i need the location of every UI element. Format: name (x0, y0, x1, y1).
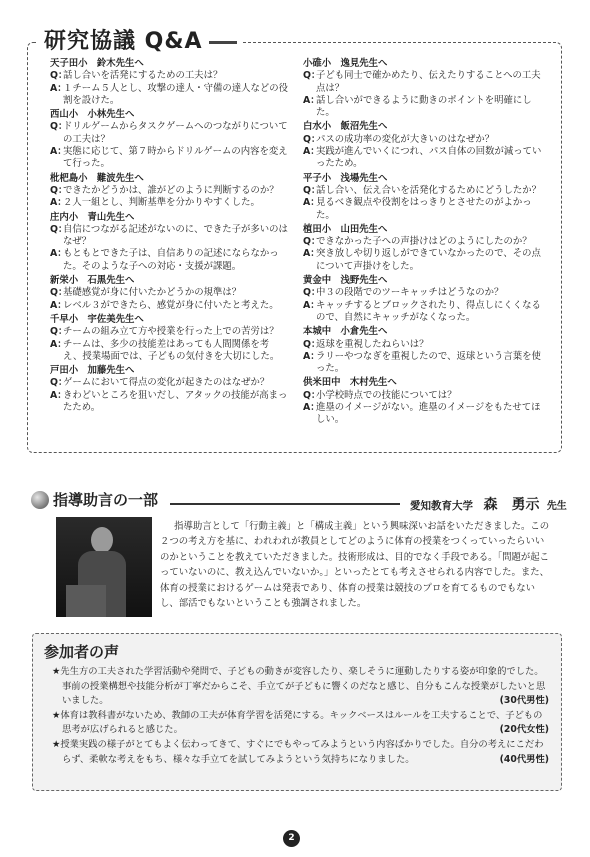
qa-column-right (303, 58, 543, 429)
qa-answer (50, 339, 288, 364)
voice-attribution: (30代男性) (499, 695, 549, 707)
qa-answer-label: A： (303, 94, 320, 106)
qa-school: 植田小 山田先生へ (303, 223, 388, 235)
qa-answer (50, 390, 288, 415)
qa-school: 天子田小 鈴木先生へ (50, 58, 144, 69)
qa-answer-label: A： (50, 197, 67, 209)
qa-title: 研究協議 Q&A (38, 28, 243, 56)
qa-school: 供米田中 木村先生へ (303, 377, 397, 389)
qa-answer-text: 突き放しや切り返しができていなかったので、その点について声掛けをした。 (316, 248, 541, 272)
qa-question (303, 339, 543, 351)
qa-answer-text: 話し合いができるように動きのポイントを明確にした。 (316, 94, 532, 119)
qa-item (50, 365, 288, 414)
qa-question-label: Q： (50, 223, 68, 235)
qa-school: 庄内小 青山先生へ (50, 211, 135, 223)
qa-item (303, 326, 543, 375)
qa-answer-text: チームは、多少の技能差はあっても人間関係を考え、授業場面では、子どもの気付きを大切にした。 (63, 338, 280, 362)
advisor-name: 愛知教育大学 森 勇示 先生 (410, 497, 567, 513)
qa-question-label: Q： (50, 377, 68, 389)
qa-answer (50, 146, 288, 171)
qa-answer-label: A： (303, 248, 320, 260)
qa-question-label: Q： (50, 70, 68, 82)
qa-question (303, 134, 543, 146)
qa-answer (303, 197, 543, 222)
qa-answer (50, 83, 288, 108)
qa-answer-text: 実践が進んでいくにつれ、パス自体の回数が減っていったため。 (316, 146, 542, 170)
qa-question-text: ゲームにおいて得点の変化が起きたのはなぜか？ (63, 377, 270, 389)
qa-question-text: 小学校時点での技能については？ (316, 389, 457, 401)
voice-text: ★先生方の工夫された学習活動や発問で、子どもの動きが変容したり、楽しそうに運動したりする姿が印象的でした。事前の授業構想や技能分析が丁寧だからこそ、手立てが子どもに響くのだなと感じ、自分もこんな授業がしたいと思いました。 (52, 666, 546, 707)
qa-answer-label: A： (50, 299, 67, 311)
qa-school: 枇杷島小 難波先生へ (50, 172, 144, 184)
qa-item (303, 58, 543, 119)
qa-question-label: Q： (303, 70, 321, 82)
qa-question-text: 中３の段階でのツーキャッチはどうなのか？ (316, 287, 504, 299)
qa-answer-label: A： (303, 197, 320, 209)
qa-question-label: Q： (303, 389, 321, 401)
qa-question (303, 70, 543, 95)
qa-school: 新栄小 石黒先生へ (50, 275, 135, 287)
qa-answer-text: レベル３ができたら、感覚が身に付いたと考えた。 (63, 299, 279, 311)
qa-column-left (50, 58, 288, 416)
voice-text: ★授業実践の様子がとてもよく伝わってきて、すぐにでもやってみようという内容ばかりでした。自分の考えにこだわらず、柔軟な考えをもち、様々な手立てを試してみようという気持ちになりました。 (52, 738, 544, 765)
advice-heading (31, 491, 158, 509)
qa-answer-label: A： (303, 350, 320, 362)
qa-item (303, 377, 543, 426)
bullet-icon (31, 491, 49, 509)
heading-divider (170, 503, 400, 505)
advice-text: 指導助言として「行動主義」と「構成主義」という興味深いお話をいただきました。この２つの考え方を基に、われわれが教員としてどのように体育の授業をつくっていったらいいのかということを教えていただきました。技術形成は、目的でなく手段である。「問題が起こっていないのに、教え込んでいないか。」といったとても考えさせられる内容でした。また、体育の授業におけるゲームは発表であり、体育の授業は競技のプロを育てるものでもないし、部活でもないということも強調されました。 (160, 521, 550, 610)
qa-question-text: 話し合いを活発にするための工夫は？ (63, 70, 223, 82)
qa-answer-text: １チーム５人とし、攻撃の達人・守備の達人などの役割を設けた。 (63, 82, 289, 106)
qa-answer-label: A： (50, 338, 67, 350)
voice-text: ★体育は教科書がないため、教師の工夫が体育学習を活発にする。キックベースはルールを工夫することで、子どもの思考が広げられると感じた。 (52, 709, 543, 736)
qa-question (50, 377, 288, 389)
qa-item (303, 173, 543, 222)
qa-answer-label: A： (50, 82, 67, 94)
qa-answer-label: A： (303, 146, 320, 158)
qa-item (50, 173, 288, 210)
qa-item (50, 58, 288, 107)
qa-answer-label: A： (303, 299, 320, 311)
qa-question (303, 390, 543, 402)
qa-answer (50, 197, 288, 209)
qa-question-label: Q： (303, 287, 321, 299)
qa-answer (50, 300, 288, 312)
qa-item (303, 121, 543, 170)
voice-item (52, 709, 549, 738)
qa-answer-text: キャッチするとブロックされたり、得点しにくくなるので、自然にキャッチがなくなった。 (316, 299, 541, 323)
qa-question-text: 子ども同士で確かめたり、伝えたりすることへの工夫点は？ (316, 70, 541, 94)
qa-question (50, 224, 288, 249)
advice-title: 指導助言の一部 (53, 491, 159, 509)
qa-question-text: 自信につながる記述がないのに、できた子が多いのはなぜ？ (63, 223, 288, 248)
voices-list (52, 665, 549, 767)
qa-item (50, 275, 288, 312)
qa-school: 白水小 飯沼先生へ (303, 121, 388, 133)
qa-question-text: できなかった子への声掛けはどのようにしたのか？ (316, 236, 532, 248)
qa-answer (50, 248, 288, 273)
qa-question-text: ドリルゲームからタスクゲームへのつながりについての工夫は？ (63, 121, 288, 145)
qa-school: 本城中 小倉先生へ (303, 326, 388, 338)
qa-item (50, 314, 288, 363)
qa-school: 黄金中 浅野先生へ (303, 275, 388, 287)
qa-answer-label: A： (50, 248, 67, 260)
qa-answer-text: もともとできた子は、自信ありの記述にならなかった。そのような子への対応・支援が課題。 (63, 248, 279, 272)
voice-attribution: (40代男性) (499, 753, 549, 765)
qa-school: 小碓小 逸見先生へ (303, 58, 388, 69)
qa-answer (303, 402, 543, 427)
qa-answer (303, 300, 543, 325)
qa-question-text: 基礎感覚が身に付いたかどうかの規準は？ (63, 287, 242, 299)
qa-question-label: Q： (303, 184, 321, 196)
qa-item (50, 212, 288, 273)
qa-school: 平子小 浅場先生へ (303, 172, 388, 184)
qa-question (50, 326, 288, 338)
qa-school: 戸田小 加藤先生へ (50, 365, 135, 377)
page-number: 2 (283, 830, 300, 847)
qa-item (50, 109, 288, 170)
qa-school: 西山小 小林先生へ (50, 109, 135, 121)
qa-question-label: Q： (303, 338, 321, 350)
qa-answer-text: 実態に応じて、第７時からドリルゲームの内容を変えて行った。 (63, 146, 288, 170)
qa-question (50, 70, 288, 82)
qa-question-label: Q： (303, 133, 321, 145)
qa-question-text: できたかどうかは、誰がどのように判断するのか？ (63, 184, 279, 196)
qa-question (303, 287, 543, 299)
qa-question-text: 話し合い、伝え合いを活発化するためにどうしたか？ (316, 184, 542, 196)
qa-answer-text: ２人一組とし、判断基準を分かりやすくした。 (63, 197, 260, 209)
qa-question (303, 236, 543, 248)
qa-item (303, 224, 543, 273)
speaker-photo (56, 517, 152, 617)
qa-answer (303, 146, 543, 171)
qa-question-text: チームの組み立て方や授業を行った上での苦労は？ (63, 326, 279, 338)
qa-question (50, 287, 288, 299)
qa-answer-label: A： (50, 146, 67, 158)
qa-answer-label: A： (303, 402, 320, 414)
qa-question (50, 185, 288, 197)
qa-question-label: Q： (50, 184, 68, 196)
voice-item (52, 665, 549, 709)
qa-question-label: Q： (50, 287, 68, 299)
qa-question-label: Q： (50, 121, 68, 133)
qa-answer-text: きわどいところを狙いだし、アタックの技能が高まったため。 (63, 389, 288, 414)
qa-school: 千早小 宇佐美先生へ (50, 313, 144, 325)
qa-question (303, 185, 543, 197)
qa-item (303, 275, 543, 324)
voice-attribution: (20代女性) (499, 724, 549, 736)
qa-answer (303, 95, 543, 120)
qa-answer-label: A： (50, 389, 67, 401)
voices-title: 参加者の声 (44, 643, 120, 661)
qa-answer (303, 248, 543, 273)
qa-answer-text: ラリーやつなぎを重視したので、返球という言葉を使った。 (316, 350, 541, 375)
qa-question-label: Q： (50, 326, 68, 338)
qa-answer (303, 351, 543, 376)
qa-question-label: Q： (303, 236, 321, 248)
qa-question (50, 121, 288, 146)
qa-question-text: パスの成功率の変化が大きいのはなぜか？ (316, 133, 495, 145)
qa-question-text: 返球を重視したねらいは？ (316, 338, 429, 350)
voice-item (52, 738, 549, 767)
qa-answer-text: 進塁のイメージがない。進塁のイメージをもたせてほしい。 (316, 402, 541, 426)
qa-answer-text: 見るべき観点や役割をはっきりとさせたのがよかった。 (316, 197, 532, 221)
